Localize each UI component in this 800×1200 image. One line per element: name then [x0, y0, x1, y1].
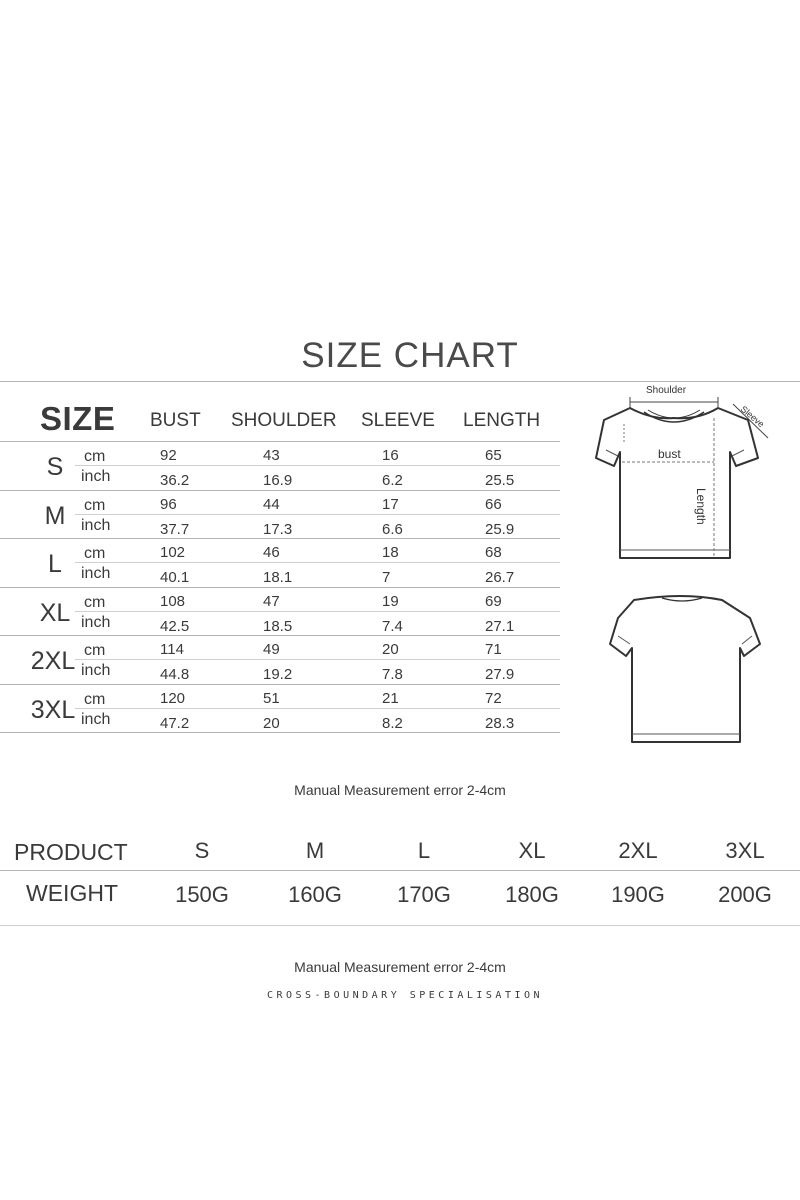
diagram-sleeve-label: Sleeve	[738, 403, 767, 430]
table-cell: 96	[160, 495, 177, 513]
weight-cell: 170G	[397, 882, 451, 907]
unit-cm-label: cm	[84, 690, 106, 708]
table-cell: 92	[160, 447, 177, 464]
size-label: 2XL	[30, 647, 76, 675]
table-cell: 65	[485, 447, 502, 464]
unit-cm-label: cm	[84, 642, 106, 659]
table-cell: 27.9	[485, 666, 515, 683]
product-label: PRODUCT	[14, 839, 128, 865]
table-cell: 19.2	[263, 666, 293, 683]
unit-cm-label: cm	[84, 545, 106, 562]
weight-table-divider	[0, 870, 800, 871]
table-cell: 16	[382, 447, 399, 464]
table-cell: 16.9	[263, 472, 293, 489]
size-label: S	[46, 453, 64, 481]
product-size-cell: M	[305, 838, 325, 863]
size-row-divider	[0, 538, 560, 539]
table-cell: 21	[382, 689, 399, 707]
weight-cell: 180G	[505, 882, 559, 907]
table-cell: 49	[263, 641, 280, 658]
row-divider	[75, 465, 560, 466]
diagram-shoulder-label: Shoulder	[646, 385, 687, 396]
size-table-header-divider	[0, 441, 560, 442]
measurement-note-2: Manual Measurement error 2-4cm	[294, 959, 506, 975]
table-cell: 71	[485, 641, 502, 658]
table-cell: 44.8	[160, 666, 190, 683]
tshirt-back-diagram	[600, 592, 770, 752]
table-cell: 36.2	[160, 472, 190, 489]
table-cell: 44	[263, 495, 280, 513]
unit-inch-label: inch	[81, 468, 111, 485]
table-cell: 6.6	[382, 520, 403, 538]
size-label: XL	[39, 598, 71, 627]
weight-cell: 200G	[718, 882, 772, 907]
column-header-shoulder: SHOULDER	[231, 410, 337, 431]
size-label: 3XL	[30, 695, 76, 724]
table-cell: 51	[263, 689, 280, 707]
table-cell: 20	[263, 714, 280, 732]
unit-inch-label: inch	[81, 613, 111, 631]
table-cell: 18.5	[263, 617, 293, 635]
table-cell: 47	[263, 592, 280, 610]
row-divider	[75, 708, 560, 709]
unit-inch-label: inch	[81, 565, 111, 582]
size-row-divider	[0, 732, 560, 733]
size-row-divider	[0, 684, 560, 685]
table-cell: 25.9	[485, 520, 515, 538]
size-label: M	[44, 501, 66, 530]
unit-inch-label: inch	[81, 662, 111, 679]
table-cell: 17	[382, 495, 399, 513]
row-divider	[75, 514, 560, 515]
diagram-length-label: Length	[694, 488, 708, 525]
table-cell: 7.8	[382, 666, 403, 683]
table-cell: 25.5	[485, 472, 515, 489]
weight-label: WEIGHT	[26, 880, 118, 906]
table-cell: 37.7	[160, 520, 190, 538]
table-cell: 40.1	[160, 569, 190, 586]
table-cell: 42.5	[160, 617, 190, 635]
table-cell: 72	[485, 689, 502, 707]
size-header: SIZE	[40, 400, 116, 437]
column-header-length: LENGTH	[463, 410, 541, 431]
weight-cell: 160G	[288, 882, 342, 907]
diagram-bust-label: bust	[658, 447, 681, 461]
measurement-note: Manual Measurement error 2-4cm	[294, 782, 506, 798]
table-cell: 102	[160, 544, 186, 561]
size-label: L	[48, 550, 62, 578]
table-cell: 19	[382, 592, 399, 610]
unit-cm-label: cm	[84, 496, 106, 514]
product-size-cell: S	[194, 838, 210, 863]
table-cell: 18.1	[263, 569, 293, 586]
unit-cm-label: cm	[84, 448, 106, 465]
product-size-cell: 3XL	[725, 838, 765, 863]
unit-inch-label: inch	[81, 710, 111, 728]
footer-brand: CROSS-BOUNDARY SPECIALISATION	[266, 990, 544, 1001]
column-header-bust: BUST	[150, 410, 201, 431]
table-cell: 7	[382, 569, 391, 586]
column-header-sleeve: SLEEVE	[361, 410, 435, 431]
size-row-divider	[0, 587, 560, 588]
table-cell: 43	[263, 447, 280, 464]
table-cell: 27.1	[485, 617, 515, 635]
weight-cell: 150G	[175, 882, 229, 907]
unit-inch-label: inch	[81, 516, 111, 534]
size-row-divider	[0, 635, 560, 636]
table-cell: 17.3	[263, 520, 293, 538]
table-cell: 47.2	[160, 714, 190, 732]
unit-cm-label: cm	[84, 593, 106, 611]
table-cell: 120	[160, 689, 186, 707]
product-size-cell: L	[417, 838, 431, 863]
tshirt-front-diagram	[590, 380, 800, 580]
table-cell: 66	[485, 495, 502, 513]
table-cell: 68	[485, 544, 502, 561]
weight-cell: 190G	[611, 882, 665, 907]
table-cell: 20	[382, 641, 399, 658]
table-cell: 28.3	[485, 714, 515, 732]
table-cell: 108	[160, 592, 186, 610]
product-size-cell: 2XL	[618, 838, 658, 863]
table-cell: 114	[160, 641, 184, 658]
table-cell: 18	[382, 544, 399, 561]
table-cell: 69	[485, 592, 502, 610]
table-cell: 8.2	[382, 714, 403, 732]
page-title: SIZE CHART	[301, 336, 519, 375]
size-row-divider	[0, 490, 560, 491]
weight-table-bottom-divider	[0, 925, 800, 926]
row-divider	[75, 659, 560, 660]
table-cell: 6.2	[382, 472, 403, 489]
table-cell: 26.7	[485, 569, 515, 586]
product-size-cell: XL	[518, 838, 546, 863]
table-cell: 7.4	[382, 617, 403, 635]
row-divider	[75, 562, 560, 563]
table-cell: 46	[263, 544, 280, 561]
row-divider	[75, 611, 560, 612]
